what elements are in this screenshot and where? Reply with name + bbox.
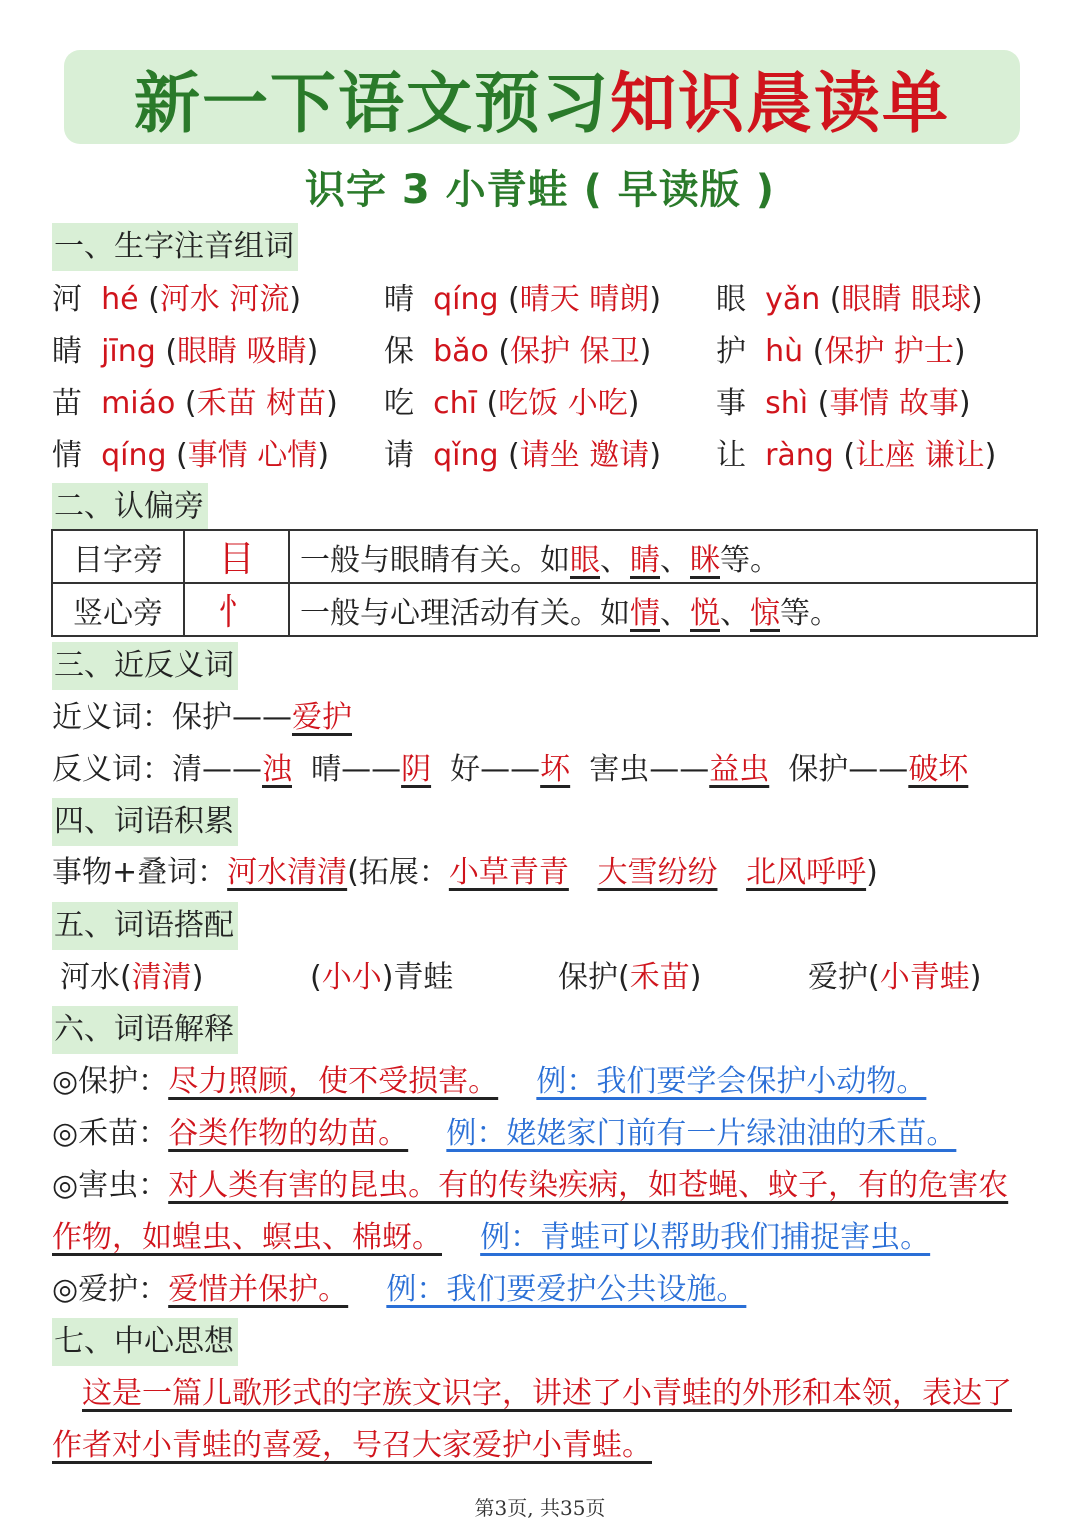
antonym-line: 反义词：清——浊 晴——阴 好——坏 害虫——益虫 保护——破坏 — [52, 752, 969, 787]
explanation-item: ◎保护：尽力照顾，使不受损害。 例：我们要学会保护小动物。 — [52, 1064, 927, 1099]
explanation-item: ◎害虫：对人类有害的昆虫。有的传染疾病，如苍蝇、蚊子，有的危害农 — [52, 1168, 1009, 1203]
char-entry: 事 shì (事情 故事) — [716, 386, 971, 421]
char-entry: 护 hù (保护 护士) — [716, 334, 966, 369]
char-entry: 让 ràng (让座 谦让) — [716, 438, 997, 473]
collocation-item: 爱护(小青蛙) — [808, 960, 982, 995]
explanation-item: ◎禾苗：谷类作物的幼苗。 例：姥姥家门前有一片绿油油的禾苗。 — [52, 1116, 957, 1151]
collocation-item: 保护(禾苗) — [558, 960, 702, 995]
char-entry: 吃 chī (吃饭 小吃) — [384, 386, 640, 421]
accumulation-line: 事物+叠词：河水清清(拓展：小草青青 大雪纷纷 北风呼呼) — [52, 855, 878, 890]
section-heading-1: 一、生字注音组词 — [52, 223, 298, 271]
table-row — [52, 530, 1037, 583]
central-idea-line1: 这是一篇儿歌形式的字族文识字，讲述了小青蛙的外形和本领，表达了 — [82, 1376, 1012, 1411]
radical-glyph: 忄 — [184, 583, 289, 636]
section-heading-3: 三、近反义词 — [52, 642, 238, 690]
table-row — [52, 583, 1037, 636]
char-entry: 苗 miáo (禾苗 树苗) — [52, 386, 338, 421]
radical-description: 一般与心理活动有关。如情、悦、惊等。 — [289, 583, 1037, 636]
char-entry: 晴 qíng (晴天 晴朗) — [384, 282, 662, 317]
section-heading-6: 六、词语解释 — [52, 1006, 238, 1054]
title-part2: 知识晨读单 — [610, 63, 950, 142]
lesson-subtitle: 识字 3 小青蛙 ( 早读版 ) — [304, 167, 776, 213]
char-entry: 请 qǐng (请坐 邀请) — [384, 438, 662, 473]
char-entry: 情 qíng (事情 心情) — [52, 438, 330, 473]
section-heading-4: 四、词语积累 — [52, 798, 238, 846]
collocation-item: 河水(清清) — [60, 960, 204, 995]
title-part1: 新一下语文预习 — [134, 63, 610, 142]
synonym-line: 近义词：保护——爱护 — [52, 700, 352, 735]
char-entry: 河 hé (河水 河流) — [52, 282, 302, 317]
radical-description: 一般与眼睛有关。如眼、睛、眯等。 — [289, 530, 1037, 583]
explanation-item-cont: 作物，如蝗虫、螟虫、棉蚜。 例：青蛙可以帮助我们捕捉害虫。 — [52, 1220, 931, 1255]
radical-table — [51, 529, 1038, 637]
collocation-item: (小小)青蛙 — [310, 960, 454, 995]
char-entry: 眼 yǎn (眼睛 眼球) — [716, 282, 983, 317]
char-entry: 睛 jīng (眼睛 吸睛) — [52, 334, 319, 369]
explanation-item: ◎爱护：爱惜并保护。 例：我们要爱护公共设施。 — [52, 1272, 747, 1307]
radical-glyph: 目 — [184, 530, 289, 583]
page-number: 第3页, 共35页 — [474, 1496, 606, 1520]
char-entry: 保 bǎo (保护 保卫) — [384, 334, 652, 369]
radical-name: 竖心旁 — [52, 583, 184, 636]
section-heading-2: 二、认偏旁 — [52, 483, 208, 531]
section-heading-7: 七、中心思想 — [52, 1318, 238, 1366]
section-heading-5: 五、词语搭配 — [52, 902, 238, 950]
title-banner — [64, 50, 1020, 144]
radical-name: 目字旁 — [52, 530, 184, 583]
central-idea-line2: 作者对小青蛙的喜爱，号召大家爱护小青蛙。 — [52, 1428, 652, 1463]
